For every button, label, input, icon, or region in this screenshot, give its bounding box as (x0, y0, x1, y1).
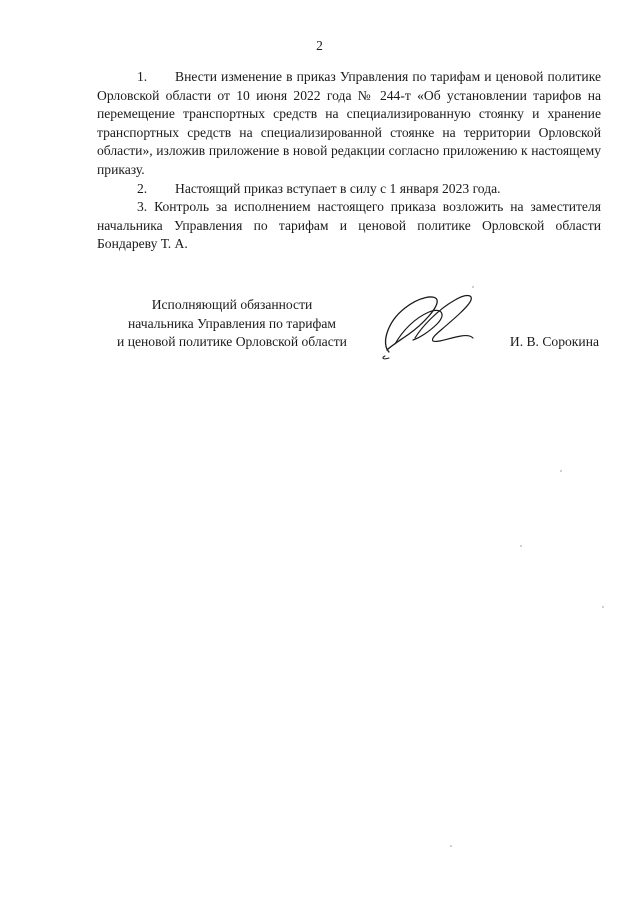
signatory-title (97, 296, 367, 352)
scan-speck (520, 545, 522, 547)
scan-speck (560, 470, 562, 472)
paragraph-1 (97, 68, 601, 180)
paragraph-3-text: Контроль за исполнением настоящего приказа возложить на заместителя начальника Управления по тарифам и ценовой политике Орловской области Бондареву Т. А. (97, 199, 601, 252)
signatory-title-line: начальника Управления по тарифам (127, 315, 337, 331)
document-body (97, 68, 601, 254)
paragraph-2-number: 2. (137, 180, 148, 196)
signatory-title-line: и ценовой политике Орловской области (117, 334, 347, 350)
signature-block (97, 296, 601, 366)
paragraph-2-text: Настоящий приказ вступает в силу с 1 января 2023 года. (175, 180, 501, 196)
signatory-name: И. В. Сорокина (509, 334, 599, 349)
signatory-title-line: Исполняющий обязанности (151, 297, 313, 312)
paragraph-1-text: Внести изменение в приказ Управления по тарифам и ценовой политике Орловской области от 10 июня 2022 года № 244-т «Об установлении тарифов на перемещение транспортных средств на специализированную стоянку и хранение транспортных средств на специализированной стоянке на территории Орловской области», изложив приложение в новой редакции согласно приложению к настоящему приказу. (97, 69, 601, 177)
paragraph-1-number: 1. (137, 69, 148, 84)
handwritten-signature (375, 288, 485, 364)
paragraph-3 (97, 198, 601, 254)
paragraph-2 (97, 180, 601, 199)
paragraph-3-number: 3. (137, 199, 148, 215)
page-number: 2 (316, 38, 323, 53)
scan-speck (602, 606, 604, 608)
scan-speck (450, 845, 452, 847)
scan-speck (472, 286, 474, 288)
